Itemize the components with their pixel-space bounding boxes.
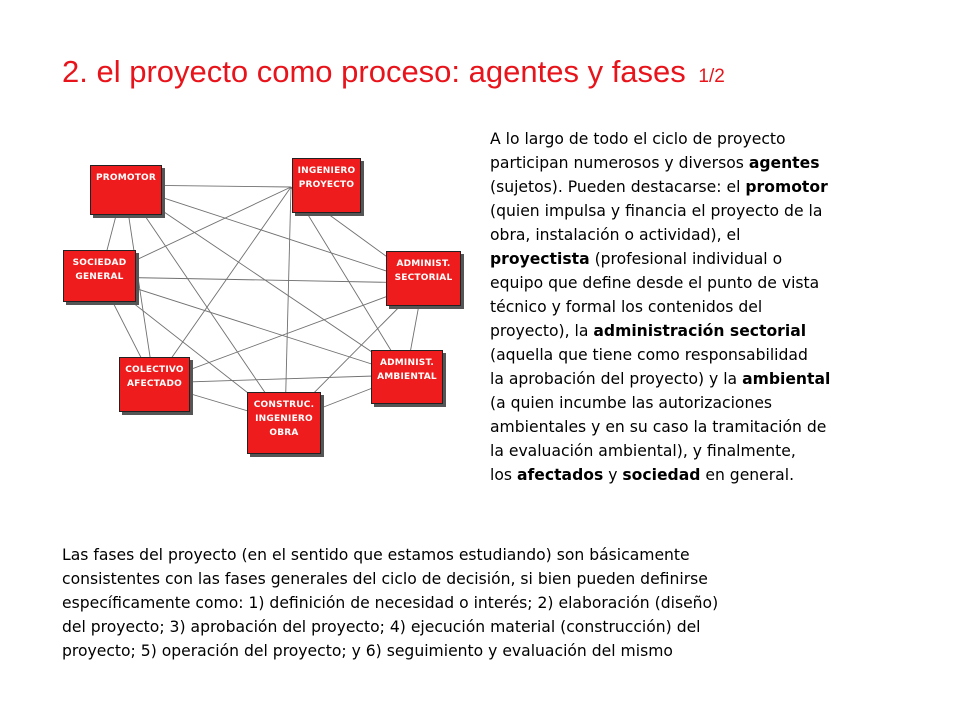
- agents-line: participan numerosos y diversos agentes: [490, 154, 820, 172]
- term-ambiental: ambiental: [742, 370, 831, 388]
- agents-line: ambientales y en su caso la tramitación de: [490, 418, 827, 436]
- term-promotor: promotor: [745, 178, 828, 196]
- term-agentes: agentes: [748, 154, 820, 172]
- agents-line: la aprobación del proyecto) y la ambiental: [490, 370, 831, 388]
- agents-line: (a quien incumbe las autorizaciones: [490, 394, 773, 412]
- node-administ-ambiental-label-1: ADMINIST.: [379, 358, 435, 368]
- link-ingeniero-colectivo: [154, 187, 291, 383]
- node-administ-sectorial: [386, 251, 461, 306]
- term-proyectista: proyectista: [490, 250, 590, 268]
- term-administracion-sectorial: administración sectorial: [593, 322, 807, 340]
- agents-line: los afectados y sociedad en general.: [490, 466, 795, 484]
- node-colectivo-afectado-label-2: AFECTADO: [127, 379, 182, 389]
- node-ingeniero-proyecto-label-2: PROYECTO: [298, 180, 355, 190]
- phases-line: consistentes con las fases generales del ciclo de decisión, si bien pueden definirse: [62, 570, 708, 588]
- phases-line: específicamente como: 1) definición de necesidad o interés; 2) elaboración (diseño): [62, 594, 719, 612]
- phases-line: del proyecto; 3) aprobación del proyecto; 4) ejecución material (construcción) del: [62, 618, 701, 636]
- node-ingeniero-proyecto-label-1: INGENIERO: [297, 166, 356, 176]
- term-sociedad: sociedad: [622, 466, 701, 484]
- node-construc-label-2: INGENIERO: [255, 414, 313, 424]
- slide-title-text: 2. el proyecto como proceso: agentes y fases: [62, 54, 686, 89]
- link-colectivo-ambiental: [154, 375, 406, 383]
- node-colectivo-afectado: [119, 357, 190, 412]
- phases-line: Las fases del proyecto (en el sentido que estamos estudiando) son básicamente: [62, 546, 690, 564]
- agents-line: proyectista (profesional individual o: [490, 250, 783, 268]
- slide-page-number: 1/2: [698, 66, 725, 87]
- agents-line: (sujetos). Pueden destacarse: el promotor: [490, 178, 828, 196]
- agents-line: (quien impulsa y financia el proyecto de la: [490, 202, 823, 220]
- node-sociedad-general: [63, 250, 136, 302]
- node-administ-ambiental: [371, 350, 443, 404]
- term-afectados: afectados: [516, 466, 604, 484]
- agents-diagram: [60, 150, 470, 460]
- node-sociedad-general-label-1: SOCIEDAD: [72, 258, 127, 268]
- agents-line: A lo largo de todo el ciclo de proyecto: [490, 130, 786, 148]
- phases-paragraph: [62, 543, 902, 663]
- phases-line: proyecto; 5) operación del proyecto; y 6) seguimiento y evaluación del mismo: [62, 642, 673, 660]
- agents-line: (aquella que tiene como responsabilidad: [490, 346, 808, 364]
- agents-paragraph: [490, 127, 910, 487]
- slide-title: [62, 54, 725, 90]
- node-construc-label-3: OBRA: [269, 428, 299, 438]
- node-colectivo-afectado-label-1: COLECTIVO: [125, 365, 184, 375]
- agents-line: técnico y formal los contenidos del: [490, 298, 763, 316]
- node-administ-ambiental-label-2: AMBIENTAL: [377, 372, 437, 382]
- node-promotor-label: PROMOTOR: [95, 173, 157, 183]
- node-construc-label-1: CONSTRUC.: [253, 400, 315, 410]
- agents-line: la evaluación ambiental), y finalmente,: [490, 442, 796, 460]
- agents-line: equipo que define desde el punto de vista: [490, 274, 820, 292]
- node-administ-sectorial-label-2: SECTORIAL: [394, 273, 453, 283]
- link-promotor-sectorial: [124, 185, 423, 283]
- agents-line: obra, instalación o actividad), el: [490, 226, 741, 244]
- node-ingeniero-proyecto: [292, 158, 361, 213]
- agents-line: proyecto), la administración sectorial: [490, 322, 807, 340]
- node-administ-sectorial-label-1: ADMINIST.: [396, 259, 451, 269]
- node-promotor: [90, 165, 162, 215]
- node-construc-ingeniero-obra: [247, 392, 321, 454]
- link-ingeniero-construc: [285, 187, 291, 422]
- node-sociedad-general-label-2: GENERAL: [75, 272, 124, 282]
